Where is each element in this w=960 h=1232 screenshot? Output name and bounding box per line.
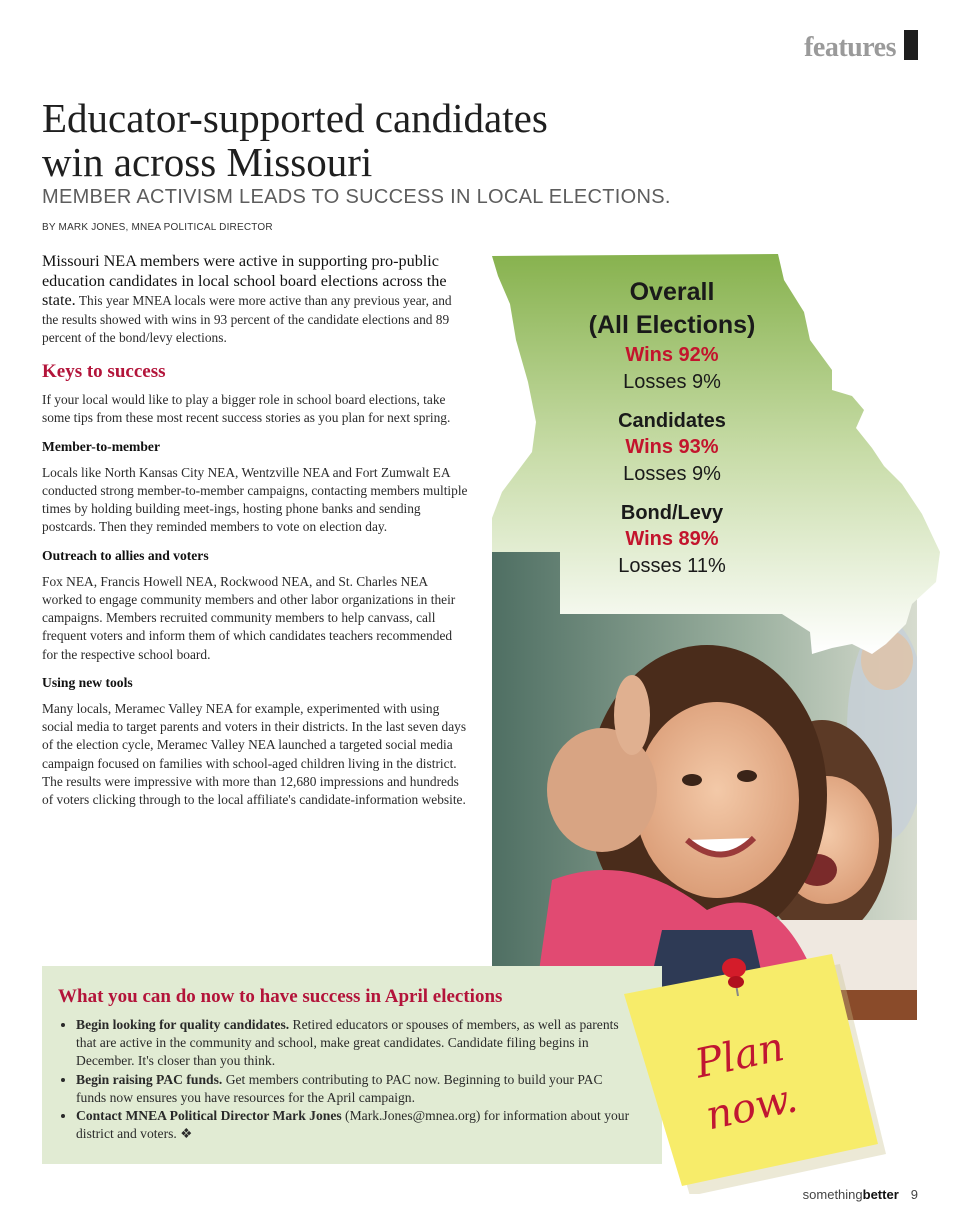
section-body-tools: Many locals, Meramec Valley NEA for example, experimented with using social media to target parents and voters in their districts. In the last seven days of the election cycle, Meramec Valley NEA launched a targeted social media campaign focused on families with school-aged children living in the district. The results were impressive with more than 12,680 impressions and hundreds of voters clicking through to the local affiliate's candidate-information website. xyxy=(42,700,467,807)
section-tag xyxy=(760,30,918,62)
candidates-wins: Wins 93% xyxy=(625,436,719,458)
candidates-heading: Candidates xyxy=(618,410,726,432)
intro-lead: Missouri NEA members were active in supporting pro-public education candidates in local school board elections across the state. xyxy=(42,252,447,309)
intro-paragraph xyxy=(42,252,470,347)
footer-brand: better xyxy=(862,1187,899,1202)
overall-heading-2: (All Elections) xyxy=(588,311,756,339)
title-line-1: Educator-supported candidates xyxy=(42,95,548,141)
candidates-losses: Losses 9% xyxy=(623,463,721,485)
page-title xyxy=(42,96,682,184)
keys-intro: If your local would like to play a bigger role in school board elections, take some tips from these most recent success stories as you plan for next spring. xyxy=(42,392,451,426)
footer-prefix: something xyxy=(802,1187,863,1202)
action-item-bold: Begin looking for quality candidates. xyxy=(76,1017,290,1032)
action-heading: What you can do now to have success in April elections xyxy=(58,986,503,1007)
action-item xyxy=(76,1071,636,1107)
bond-levy-heading: Bond/Levy xyxy=(620,502,724,524)
section-heading-member: Member-to-member xyxy=(42,438,160,454)
section-heading-tools: Using new tools xyxy=(42,674,133,690)
section-body-member: Locals like North Kansas City NEA, Wentzville NEA and Fort Zumwalt EA conducted strong member-to-member campaigns, contacting members multiple times by holding building meet-ings, hosting phone banks and sending postcards. Then they reminded members to vote on election day. xyxy=(42,464,468,535)
section-label: features xyxy=(804,32,896,63)
action-item-bold: Contact MNEA Political Director Mark Jones xyxy=(76,1108,342,1124)
overall-losses: Losses 9% xyxy=(623,371,721,393)
action-box xyxy=(42,966,662,1164)
sticky-line-2: now. xyxy=(701,1075,802,1140)
stats-panel xyxy=(562,276,782,580)
overall-heading-1: Overall xyxy=(629,278,715,306)
byline: BY MARK JONES, MNEA POLITICAL DIRECTOR xyxy=(42,222,273,233)
section-heading-outreach: Outreach to allies and voters xyxy=(42,547,209,563)
article-body xyxy=(42,252,470,819)
action-list xyxy=(58,1016,636,1143)
subtitle: MEMBER ACTIVISM LEADS TO SUCCESS IN LOCAL ELECTIONS. xyxy=(42,186,671,208)
keys-heading: Keys to success xyxy=(42,360,166,382)
page-number: 9 xyxy=(910,1187,918,1202)
election-results-graphic xyxy=(492,252,944,1020)
section-bar xyxy=(904,30,918,60)
action-item xyxy=(76,1107,636,1143)
bond-levy-losses: Losses 11% xyxy=(618,555,726,577)
section-body-outreach: Fox NEA, Francis Howell NEA, Rockwood NEA, and St. Charles NEA worked to engage community members and other labor organizations in their campaigns. Members recruited community members to help canvass, call frequent voters and inform them of which candidates teachers recommended for the respective school board. xyxy=(42,573,456,662)
action-item-bold: Begin raising PAC funds. xyxy=(76,1071,223,1087)
action-item-text: Get members contributing to PAC now. Beginning to build your PAC funds now ensures you have resources for the April campaign. xyxy=(76,1071,603,1105)
action-item-text: Retired educators or spouses of members, as well as parents that are active in the community and school, make great candidates. Candidate filing begins in December. It's closer than you think. xyxy=(76,1017,619,1069)
footer xyxy=(803,1187,918,1202)
overall-wins: Wins 92% xyxy=(625,344,719,366)
sticky-line-1: Plan xyxy=(691,1024,789,1088)
action-item xyxy=(76,1016,636,1071)
sticky-note xyxy=(624,950,896,1194)
title-line-2: win across Missouri xyxy=(42,139,373,185)
action-item-text: (Mark.Jones@mnea.org) for information about your district and voters. ❖ xyxy=(76,1108,630,1142)
bond-levy-wins: Wins 89% xyxy=(625,528,719,550)
intro-body: This year MNEA locals were more active than any previous year, and the results showed with wins in 93 percent of the candidate elections and 89 percent of the bond/levy elections. xyxy=(42,293,452,345)
